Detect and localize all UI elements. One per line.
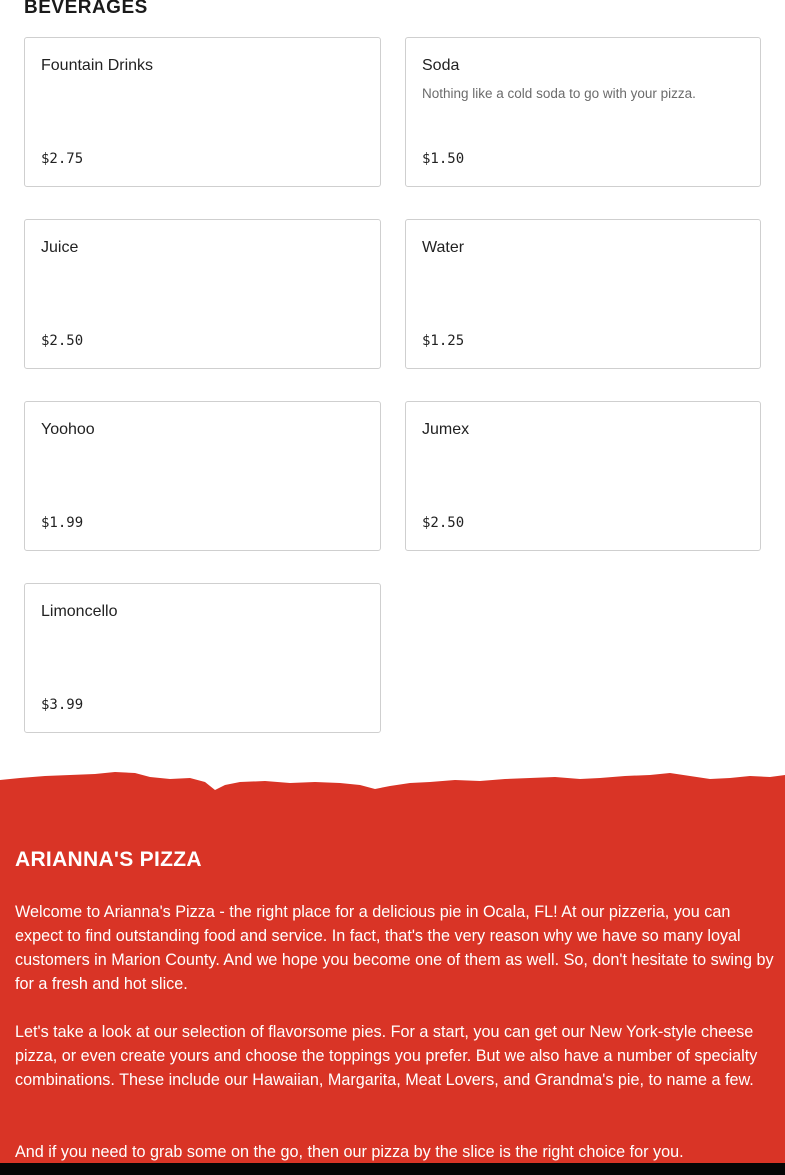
item-price: $2.75 bbox=[41, 151, 84, 167]
item-price: $1.50 bbox=[422, 151, 465, 167]
item-price: $1.25 bbox=[422, 333, 465, 349]
menu-items-grid bbox=[24, 37, 761, 733]
restaurant-name-heading: ARIANNA'S PIZZA bbox=[15, 848, 202, 871]
about-footer bbox=[0, 770, 785, 1175]
item-price: $1.99 bbox=[41, 515, 84, 531]
item-name: Soda bbox=[422, 57, 460, 74]
item-name: Fountain Drinks bbox=[41, 57, 154, 74]
menu-item-card[interactable] bbox=[24, 219, 381, 369]
item-price: $2.50 bbox=[422, 515, 465, 531]
about-paragraph: Welcome to Arianna's Pizza - the right place for a delicious pie in Ocala, FL! At our pizzeria, you can expect to find outstanding food and service. In fact, that's the very reason why we have so many loyal customers in Marion County. And we hope you become one of them as well. So, don't hesitate to swing by for a fresh and hot slice. bbox=[15, 903, 774, 993]
section-title-beverages: BEVERAGES bbox=[24, 0, 148, 18]
about-paragraph: And if you need to grab some on the go, then our pizza by the slice is the right choice for you. bbox=[15, 1143, 684, 1161]
about-paragraph: Let's take a look at our selection of flavorsome pies. For a start, you can get our New York-style cheese pizza, or even create yours and choose the toppings you prefer. But we also have a number of specialty combinations. These include our Hawaiian, Margarita, Meat Lovers, and Grandma's pie, to name a few. bbox=[15, 1023, 758, 1089]
item-name: Juice bbox=[41, 239, 79, 256]
item-name: Limoncello bbox=[41, 603, 118, 620]
item-description: Nothing like a cold soda to go with your pizza. bbox=[422, 86, 696, 101]
bottom-bar bbox=[0, 1163, 785, 1175]
item-name: Yoohoo bbox=[41, 421, 95, 438]
torn-paper-edge bbox=[0, 770, 785, 794]
menu-item-card[interactable] bbox=[24, 37, 381, 187]
menu-item-card[interactable] bbox=[24, 401, 381, 551]
menu-item-card[interactable] bbox=[24, 583, 381, 733]
menu-item-card[interactable] bbox=[405, 401, 761, 551]
item-name: Water bbox=[422, 239, 465, 256]
item-price: $2.50 bbox=[41, 333, 84, 349]
item-price: $3.99 bbox=[41, 697, 84, 713]
menu-item-card[interactable] bbox=[405, 219, 761, 369]
menu-item-card[interactable] bbox=[405, 37, 761, 187]
item-name: Jumex bbox=[422, 421, 470, 438]
